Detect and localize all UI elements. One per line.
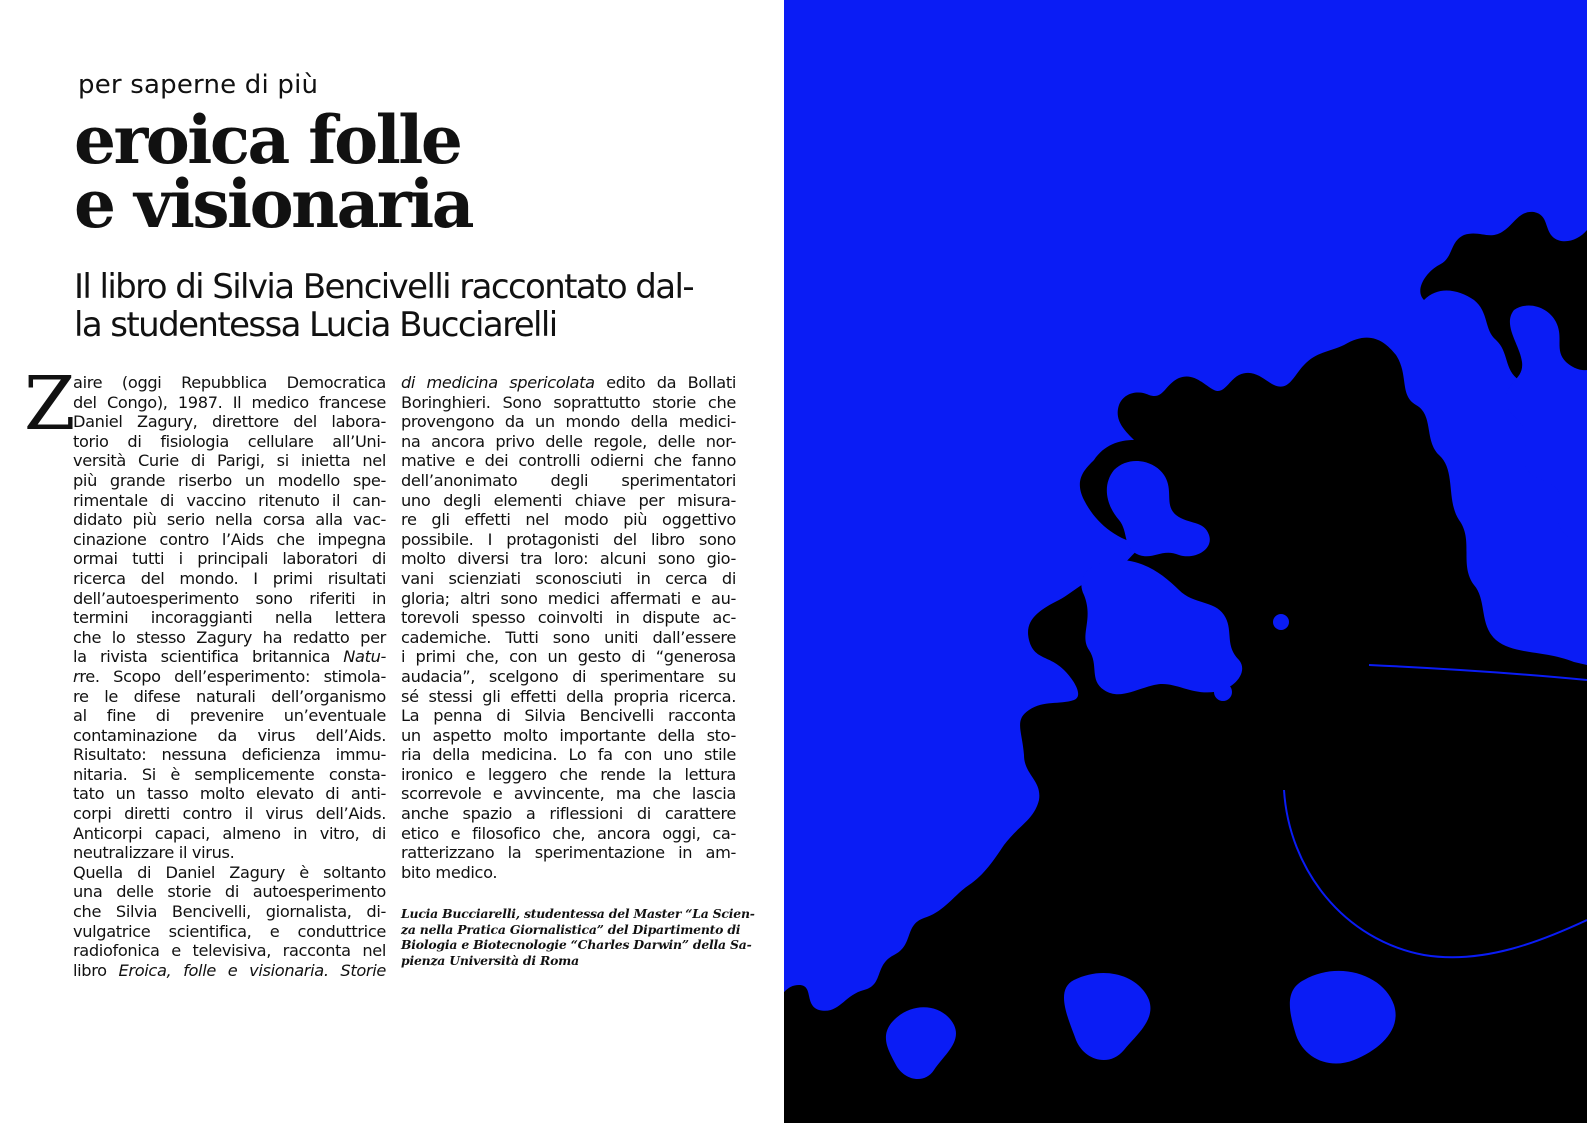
text-line: Quella di Daniel Zagury è soltanto [73,862,386,882]
text-line-mixed [401,373,736,393]
text-segment: libro [73,960,119,980]
italic-segment: Natu- [343,647,386,667]
text-line: possibile. I protagonisti del libro sono [401,529,736,549]
text-line: Risultato: nessuna deficienza immu- [73,745,386,765]
section-kicker: per saperne di più [78,70,319,100]
text-line: del Congo), 1987. Il medico francese [73,392,386,412]
text-line: molto diversi tra loro: alcuni sono gio- [401,549,736,569]
text-line: vani scienziati sconosciuti in cerca di [401,568,736,588]
text-line: ratterizzano la sperimentazione in am- [401,843,736,863]
text-line: neutralizzare il virus. [73,843,235,863]
text-line: al fine di prevenire un’eventuale [73,706,386,726]
text-line: che Silvia Bencivelli, giornalista, di- [73,902,386,922]
italic-segment: r [73,666,80,686]
text-line: dell’anonimato degli sperimentatori [401,470,736,490]
illustration-page [784,0,1587,1123]
blue-dot [1214,683,1232,701]
text-line: ria della medicina. Lo fa con uno stile [401,745,736,765]
subtitle-line-1: Il libro di Silvia Bencivelli raccontato dal- [74,267,694,307]
text-line: bito medico. [401,862,498,882]
text-line: che lo stesso Zagury ha redatto per [73,627,386,647]
text-line: audacia”, scelgono di sperimentare su [401,666,736,686]
text-line: termini incoraggianti nella lettera [73,608,386,628]
text-line: mative e dei controlli odierni che fanno [401,451,736,471]
text-line: Daniel Zagury, direttore del labora- [73,412,386,432]
article-column-2 [401,373,736,882]
subtitle [74,268,774,344]
byline-line: za nella Pratica Giornalistica” del Dipartimento di [401,921,741,937]
text-line: uno degli elementi chiave per misura- [401,490,736,510]
author-byline [401,906,755,968]
text-segment: re. Scopo dell’esperimento: stimola- [79,666,386,686]
text-line-mixed [73,667,386,687]
text-line: una delle storie di autoesperimento [73,882,386,902]
text-line: re gli effetti nel modo più oggettivo [401,510,736,530]
text-line: i primi che, con un gesto di “generosa [401,647,736,667]
text-line: na ancora privo delle regole, delle nor- [401,431,736,451]
headline-line-1: eroica folle [74,101,461,179]
text-line: sé stessi gli effetti della propria ricerca. [401,686,736,706]
byline-line: Lucia Bucciarelli, studentessa del Master “La Scien- [401,906,755,921]
text-line: scorrevole e avvincente, ma che lascia [401,784,736,804]
text-line: dell’autoesperimento sono riferiti in [73,588,386,608]
text-line: ormai tutti i principali laboratori di [73,549,386,569]
text-line: torio di fisiologia cellulare all’Uni- [73,431,386,451]
text-line: Boringhieri. Sono soprattutto storie che [401,392,736,412]
text-line: etico e filosofico che, ancora oggi, ca- [401,823,736,843]
text-line: gloria; altri sono medici affermati e au- [401,588,736,608]
text-segment: la rivista scientifica britannica [73,647,344,667]
text-line: anche spazio a riflessioni di carattere [401,804,736,824]
text-line: ricerca del mondo. I primi risultati [73,568,386,588]
drop-cap: Z [24,361,76,447]
italic-segment: di medicina spericolata [401,373,595,392]
text-line: torevoli spesso coinvolti in dispute ac- [401,608,736,628]
text-line: rimentale di vaccino ritenuto il can- [73,490,386,510]
text-line: cinazione contro l’Aids che impegna [73,529,386,549]
text-line: un aspetto molto importante della sto- [401,725,736,745]
byline-line: pienza Università di Roma [401,952,579,968]
text-line: vulgatrice scientifica, e conduttrice [73,921,386,941]
text-line-mixed [73,961,386,981]
text-segment: edito da Bollati [594,373,736,392]
text-line: La penna di Silvia Bencivelli racconta [401,706,736,726]
article-column-1 [73,373,386,980]
byline-line: Biologia e Biotecnologie “Charles Darwin” della Sa- [401,937,752,952]
abstract-illustration [784,0,1587,1123]
text-line: radiofonica e televisiva, racconta nel [73,941,386,961]
subtitle-line-2: la studentessa Lucia Bucciarelli [74,305,557,345]
text-line: più grande riserbo un modello spe- [73,470,386,490]
text-line: Anticorpi capaci, almeno in vitro, di [73,823,386,843]
text-line-mixed [73,647,386,667]
headline [74,101,473,243]
text-line: contaminazione da virus dell’Aids. [73,725,386,745]
text-line: nitaria. Si è semplicemente consta- [73,764,386,784]
text-line: aire (oggi Repubblica Democratica [73,373,386,392]
text-line: didato più serio nella corsa alla vac- [73,510,386,530]
text-line: provengono da un mondo della medici- [401,412,736,432]
text-line: versità Curie di Parigi, si inietta nel [73,451,386,471]
text-line: tato un tasso molto elevato di anti- [73,784,386,804]
text-line: corpi diretti contro il virus dell’Aids. [73,804,386,824]
headline-line-2: e visionaria [74,165,473,243]
text-line: cademiche. Tutti sono uniti dall’essere [401,627,736,647]
text-line: ironico e leggero che rende la lettura [401,764,736,784]
text-line: re le difese naturali dell’organismo [73,686,386,706]
blue-dot [1273,614,1289,630]
italic-segment: Eroica, folle e visionaria. Storie [118,960,386,980]
